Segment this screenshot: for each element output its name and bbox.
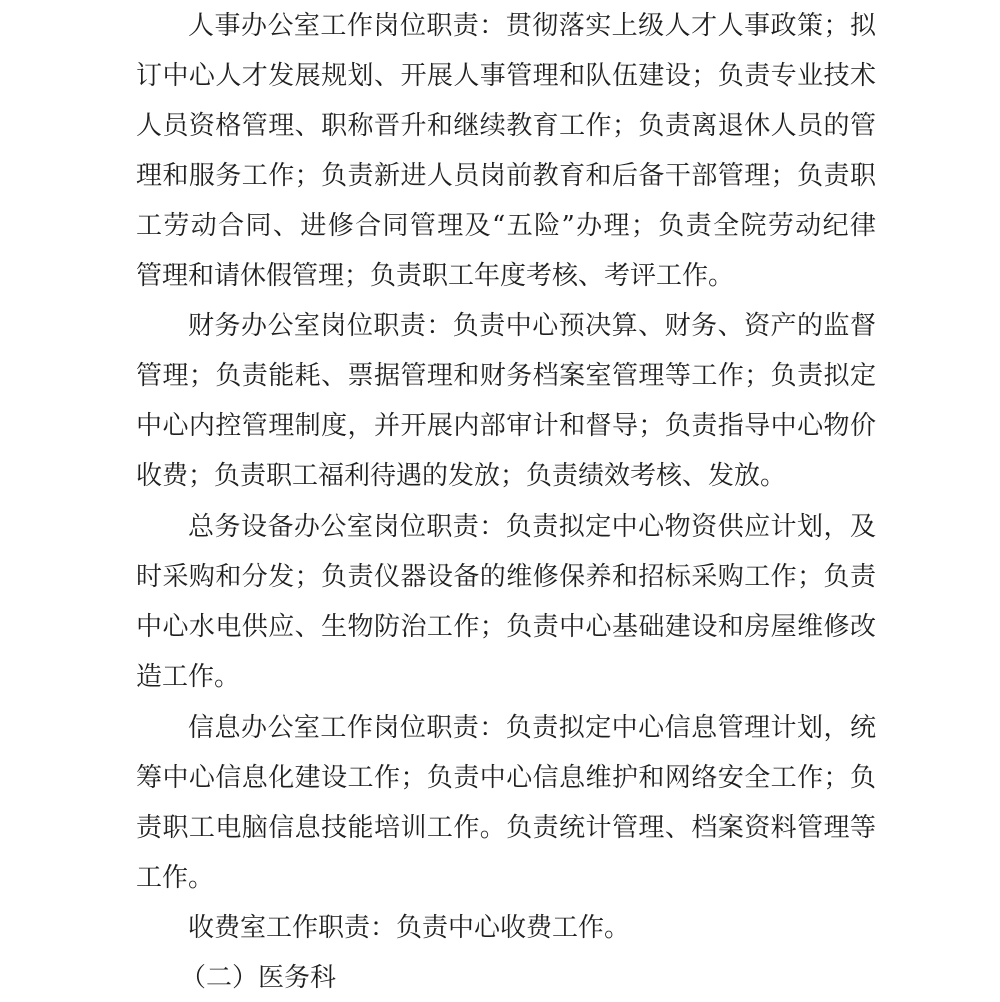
- finance-office-line-2: 管理；负责能耗、票据管理和财务档案室管理等工作；负责拟定: [136, 361, 876, 391]
- general-affairs-line-3: 中心水电供应、生物防治工作；负责中心基础建设和房屋维修改: [136, 612, 876, 642]
- info-office-line-2: 筹中心信息化建设工作；负责中心信息维护和网络安全工作；负: [136, 763, 876, 793]
- hr-office-line-2: 订中心人才发展规划、开展人事管理和队伍建设；负责专业技术: [136, 61, 876, 91]
- section-heading: （二）医务科: [180, 963, 337, 993]
- info-office-line-3: 责职工电脑信息技能培训工作。负责统计管理、档案资料管理等: [136, 813, 876, 843]
- hr-office-line-4: 理和服务工作；负责新进人员岗前教育和后备干部管理；负责职: [136, 161, 876, 191]
- hr-office-line-5: 工劳动合同、进修合同管理及“五险”办理；负责全院劳动纪律: [136, 211, 876, 241]
- hr-office-line-6: 管理和请休假管理；负责职工年度考核、考评工作。: [136, 261, 735, 291]
- general-affairs-line-1: 总务设备办公室岗位职责：负责拟定中心物资供应计划，及: [188, 512, 876, 542]
- finance-office-line-3: 中心内控管理制度，并开展内部审计和督导；负责指导中心物价: [136, 411, 876, 441]
- billing-office-line-1: 收费室工作职责：负责中心收费工作。: [188, 913, 631, 943]
- info-office-line-1: 信息办公室工作岗位职责：负责拟定中心信息管理计划，统: [188, 713, 876, 743]
- finance-office-line-1: 财务办公室岗位职责：负责中心预决算、财务、资产的监督: [188, 311, 876, 341]
- general-affairs-line-4: 造工作。: [136, 662, 241, 692]
- hr-office-line-1: 人事办公室工作岗位职责：贯彻落实上级人才人事政策；拟: [188, 11, 876, 41]
- finance-office-line-4: 收费；负责职工福利待遇的发放；负责绩效考核、发放。: [136, 461, 787, 491]
- hr-office-line-3: 人员资格管理、职称晋升和继续教育工作；负责离退休人员的管: [136, 111, 876, 141]
- general-affairs-line-2: 时采购和分发；负责仪器设备的维修保养和招标采购工作；负责: [136, 562, 876, 592]
- info-office-line-4: 工作。: [136, 863, 215, 893]
